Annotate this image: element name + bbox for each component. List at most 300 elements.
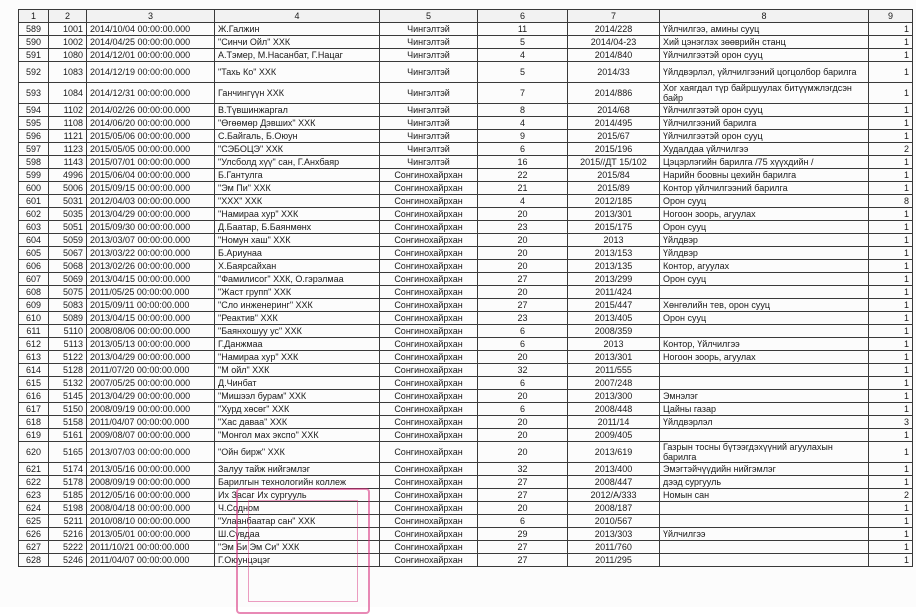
khoroo-cell: 6	[478, 377, 568, 390]
row-number-cell: 612	[19, 338, 49, 351]
date-cell: 2011/05/25 00:00:00.000	[87, 286, 215, 299]
date-cell: 2015/05/05 00:00:00.000	[87, 143, 215, 156]
date-cell: 2013/03/22 00:00:00.000	[87, 247, 215, 260]
date-cell: 2015/06/04 00:00:00.000	[87, 169, 215, 182]
permit-number-cell: 2013/303	[568, 528, 660, 541]
row-number-cell: 603	[19, 221, 49, 234]
date-cell: 2009/08/07 00:00:00.000	[87, 429, 215, 442]
id-cell: 1123	[49, 143, 87, 156]
purpose-cell: Контор үйлчилгээний барилга	[660, 182, 869, 195]
row-number-cell: 613	[19, 351, 49, 364]
district-cell: Сонгинохайрхан	[380, 515, 478, 528]
date-cell: 2013/05/01 00:00:00.000	[87, 528, 215, 541]
row-number-cell: 615	[19, 377, 49, 390]
header-cell: 1	[19, 10, 49, 23]
count-cell: 1	[869, 502, 913, 515]
id-cell: 5150	[49, 403, 87, 416]
date-cell: 2011/04/07 00:00:00.000	[87, 554, 215, 567]
permit-number-cell: 2014/33	[568, 62, 660, 83]
district-cell: Сонгинохайрхан	[380, 403, 478, 416]
owner-cell: Г.Оюунцэцэг	[215, 554, 380, 567]
row-number-cell: 617	[19, 403, 49, 416]
id-cell: 5174	[49, 463, 87, 476]
owner-cell: "ХХХ" ХХК	[215, 195, 380, 208]
table-row	[19, 364, 913, 377]
date-cell: 2013/07/03 00:00:00.000	[87, 442, 215, 463]
table-row	[19, 130, 913, 143]
district-cell: Чингэлтэй	[380, 36, 478, 49]
header-cell: 9	[869, 10, 913, 23]
date-cell: 2013/04/29 00:00:00.000	[87, 208, 215, 221]
khoroo-cell: 4	[478, 117, 568, 130]
header-cell: 8	[660, 10, 869, 23]
count-cell: 1	[869, 247, 913, 260]
row-number-cell: 627	[19, 541, 49, 554]
date-cell: 2013/03/07 00:00:00.000	[87, 234, 215, 247]
id-cell: 5110	[49, 325, 87, 338]
row-number-cell: 592	[19, 62, 49, 83]
khoroo-cell: 6	[478, 143, 568, 156]
date-cell: 2008/08/06 00:00:00.000	[87, 325, 215, 338]
row-number-cell: 624	[19, 502, 49, 515]
district-cell: Сонгинохайрхан	[380, 234, 478, 247]
purpose-cell	[660, 429, 869, 442]
permit-number-cell: 2013/619	[568, 442, 660, 463]
row-number-cell: 616	[19, 390, 49, 403]
owner-cell: Ганчингүүн ХХК	[215, 83, 380, 104]
row-number-cell: 599	[19, 169, 49, 182]
id-cell: 5068	[49, 260, 87, 273]
table-row	[19, 36, 913, 49]
count-cell: 1	[869, 182, 913, 195]
khoroo-cell: 5	[478, 62, 568, 83]
purpose-cell: Хог хаягдал түр байршуулах битүүмжлэгдсэн байр	[660, 83, 869, 104]
count-cell: 1	[869, 130, 913, 143]
table-row	[19, 489, 913, 502]
id-cell: 5051	[49, 221, 87, 234]
khoroo-cell: 32	[478, 463, 568, 476]
row-number-cell: 589	[19, 23, 49, 36]
date-cell: 2008/04/18 00:00:00.000	[87, 502, 215, 515]
row-number-cell: 611	[19, 325, 49, 338]
permit-number-cell: 2013/153	[568, 247, 660, 260]
table-row	[19, 83, 913, 104]
permit-number-cell: 2013/299	[568, 273, 660, 286]
district-cell: Чингэлтэй	[380, 83, 478, 104]
owner-cell: "Ойн бирж" ХХК	[215, 442, 380, 463]
table-row	[19, 195, 913, 208]
table-row	[19, 528, 913, 541]
purpose-cell: Үйлдвэрлэл, үйлчилгээний цогцолбор барилга	[660, 62, 869, 83]
table-row	[19, 182, 913, 195]
district-cell: Чингэлтэй	[380, 62, 478, 83]
header-cell: 2	[49, 10, 87, 23]
district-cell: Сонгинохайрхан	[380, 390, 478, 403]
purpose-cell: Номын сан	[660, 489, 869, 502]
purpose-cell: Үйлдвэрлэл	[660, 416, 869, 429]
purpose-cell: Үйлчилгээ	[660, 528, 869, 541]
khoroo-cell: 20	[478, 286, 568, 299]
purpose-cell: Эмэгтэйчүүдийн нийгэмлэг	[660, 463, 869, 476]
count-cell: 1	[869, 104, 913, 117]
khoroo-cell: 32	[478, 364, 568, 377]
purpose-cell	[660, 541, 869, 554]
id-cell: 1108	[49, 117, 87, 130]
permit-number-cell: 2008/447	[568, 476, 660, 489]
permit-number-cell: 2009/405	[568, 429, 660, 442]
count-cell: 1	[869, 351, 913, 364]
date-cell: 2013/05/16 00:00:00.000	[87, 463, 215, 476]
id-cell: 5113	[49, 338, 87, 351]
count-cell: 1	[869, 541, 913, 554]
permit-number-cell: 2014/228	[568, 23, 660, 36]
row-number-cell: 600	[19, 182, 49, 195]
district-cell: Сонгинохайрхан	[380, 182, 478, 195]
district-cell: Сонгинохайрхан	[380, 286, 478, 299]
district-cell: Сонгинохайрхан	[380, 195, 478, 208]
date-cell: 2013/04/29 00:00:00.000	[87, 351, 215, 364]
id-cell: 1084	[49, 83, 87, 104]
khoroo-cell: 20	[478, 208, 568, 221]
date-cell: 2014/04/25 00:00:00.000	[87, 36, 215, 49]
count-cell: 2	[869, 489, 913, 502]
id-cell: 5145	[49, 390, 87, 403]
id-cell: 4996	[49, 169, 87, 182]
date-cell: 2015/05/06 00:00:00.000	[87, 130, 215, 143]
count-cell: 1	[869, 221, 913, 234]
permit-number-cell: 2015/196	[568, 143, 660, 156]
count-cell: 1	[869, 403, 913, 416]
count-cell: 1	[869, 377, 913, 390]
row-number-cell: 596	[19, 130, 49, 143]
date-cell: 2013/04/15 00:00:00.000	[87, 273, 215, 286]
permit-number-cell: 2013/301	[568, 351, 660, 364]
khoroo-cell: 5	[478, 36, 568, 49]
id-cell: 5059	[49, 234, 87, 247]
khoroo-cell: 20	[478, 502, 568, 515]
table-body	[19, 23, 913, 567]
purpose-cell	[660, 515, 869, 528]
header-cell: 7	[568, 10, 660, 23]
id-cell: 5222	[49, 541, 87, 554]
permit-number-cell: 2014/840	[568, 49, 660, 62]
owner-cell: "Эм Пи" ХХК	[215, 182, 380, 195]
count-cell: 2	[869, 143, 913, 156]
district-cell: Сонгинохайрхан	[380, 541, 478, 554]
purpose-cell: Үйлчилгээний барилга	[660, 117, 869, 130]
date-cell: 2015/09/11 00:00:00.000	[87, 299, 215, 312]
row-number-cell: 590	[19, 36, 49, 49]
purpose-cell: Үйлдвэр	[660, 247, 869, 260]
data-table	[18, 9, 913, 567]
owner-cell: "Баянхошуу ус" ХХК	[215, 325, 380, 338]
district-cell: Чингэлтэй	[380, 143, 478, 156]
row-number-cell: 621	[19, 463, 49, 476]
table-row	[19, 325, 913, 338]
owner-cell: В.Түвшинжаргал	[215, 104, 380, 117]
owner-cell: "Синчи Ойл" ХХК	[215, 36, 380, 49]
permit-number-cell: 2015/89	[568, 182, 660, 195]
district-cell: Сонгинохайрхан	[380, 338, 478, 351]
date-cell: 2014/06/20 00:00:00.000	[87, 117, 215, 130]
khoroo-cell: 22	[478, 169, 568, 182]
table-row	[19, 260, 913, 273]
row-number-cell: 626	[19, 528, 49, 541]
khoroo-cell: 4	[478, 195, 568, 208]
khoroo-cell: 8	[478, 104, 568, 117]
table-row	[19, 286, 913, 299]
purpose-cell	[660, 377, 869, 390]
table-row	[19, 49, 913, 62]
district-cell: Сонгинохайрхан	[380, 528, 478, 541]
owner-cell: Х.Баярсайхан	[215, 260, 380, 273]
owner-cell: Залуу тайж нийгэмлэг	[215, 463, 380, 476]
count-cell: 1	[869, 325, 913, 338]
khoroo-cell: 27	[478, 554, 568, 567]
district-cell: Чингэлтэй	[380, 49, 478, 62]
row-number-cell: 598	[19, 156, 49, 169]
district-cell: Сонгинохайрхан	[380, 273, 478, 286]
purpose-cell: дээд сургууль	[660, 476, 869, 489]
row-number-cell: 597	[19, 143, 49, 156]
count-cell: 1	[869, 390, 913, 403]
permit-number-cell: 2011/14	[568, 416, 660, 429]
date-cell: 2013/04/29 00:00:00.000	[87, 390, 215, 403]
id-cell: 5161	[49, 429, 87, 442]
permit-number-cell: 2013	[568, 338, 660, 351]
count-cell: 1	[869, 260, 913, 273]
date-cell: 2014/12/01 00:00:00.000	[87, 49, 215, 62]
purpose-cell: Орон сууц	[660, 195, 869, 208]
row-number-cell: 609	[19, 299, 49, 312]
purpose-cell: Цэцэрлэгийн барилга /75 хүүхдийн /	[660, 156, 869, 169]
row-number-cell: 593	[19, 83, 49, 104]
khoroo-cell: 20	[478, 416, 568, 429]
permit-number-cell: 2015/67	[568, 130, 660, 143]
date-cell: 2014/12/19 00:00:00.000	[87, 62, 215, 83]
district-cell: Сонгинохайрхан	[380, 260, 478, 273]
header-cell: 3	[87, 10, 215, 23]
khoroo-cell: 27	[478, 273, 568, 286]
table-row	[19, 312, 913, 325]
id-cell: 5132	[49, 377, 87, 390]
count-cell: 1	[869, 286, 913, 299]
permit-number-cell: 2011/555	[568, 364, 660, 377]
permit-number-cell: 2007/248	[568, 377, 660, 390]
owner-cell: Ш.Сүвдаа	[215, 528, 380, 541]
owner-cell: "Улсболд хүү" сан, Г.Анхбаяр	[215, 156, 380, 169]
owner-cell: "Хас даваа" ХХК	[215, 416, 380, 429]
purpose-cell: Орон сууц	[660, 273, 869, 286]
table-row	[19, 476, 913, 489]
khoroo-cell: 29	[478, 528, 568, 541]
owner-cell: "М ойл" ХХК	[215, 364, 380, 377]
purpose-cell: Контор, Үйлчилгээ	[660, 338, 869, 351]
owner-cell: "СЭБОЦЭ" ХХК	[215, 143, 380, 156]
row-number-cell: 622	[19, 476, 49, 489]
row-number-cell: 610	[19, 312, 49, 325]
count-cell: 1	[869, 442, 913, 463]
header-cell: 4	[215, 10, 380, 23]
id-cell: 1121	[49, 130, 87, 143]
table-row	[19, 403, 913, 416]
owner-cell: "Тахь Ко" ХХК	[215, 62, 380, 83]
official-stamp	[236, 488, 370, 614]
row-number-cell: 614	[19, 364, 49, 377]
purpose-cell	[660, 286, 869, 299]
purpose-cell: Ногоон зоорь, агуулах	[660, 208, 869, 221]
count-cell: 1	[869, 338, 913, 351]
date-cell: 2014/10/04 00:00:00.000	[87, 23, 215, 36]
date-cell: 2014/12/31 00:00:00.000	[87, 83, 215, 104]
permit-number-cell: 2014/68	[568, 104, 660, 117]
id-cell: 5006	[49, 182, 87, 195]
purpose-cell	[660, 325, 869, 338]
table-row	[19, 169, 913, 182]
permit-number-cell: 2015/175	[568, 221, 660, 234]
permit-number-cell: 2015/84	[568, 169, 660, 182]
date-cell: 2012/05/16 00:00:00.000	[87, 489, 215, 502]
khoroo-cell: 4	[478, 49, 568, 62]
permit-number-cell: 2014/04-23	[568, 36, 660, 49]
owner-cell: Ж.Галжин	[215, 23, 380, 36]
purpose-cell: Эмнэлэг	[660, 390, 869, 403]
district-cell: Сонгинохайрхан	[380, 325, 478, 338]
khoroo-cell: 6	[478, 325, 568, 338]
owner-cell: "Фамилисог" ХХК, О.гэрэлмаа	[215, 273, 380, 286]
table-row	[19, 273, 913, 286]
table-row	[19, 23, 913, 36]
table-row	[19, 338, 913, 351]
purpose-cell: Үйлчилгээтэй орон сууц	[660, 49, 869, 62]
district-cell: Чингэлтэй	[380, 23, 478, 36]
table-row	[19, 62, 913, 83]
table-row	[19, 208, 913, 221]
date-cell: 2010/08/10 00:00:00.000	[87, 515, 215, 528]
district-cell: Сонгинохайрхан	[380, 502, 478, 515]
owner-cell: "Жаст групп" ХХК	[215, 286, 380, 299]
khoroo-cell: 27	[478, 489, 568, 502]
id-cell: 1083	[49, 62, 87, 83]
owner-cell: Б.Ариунаа	[215, 247, 380, 260]
row-number-cell: 605	[19, 247, 49, 260]
purpose-cell: Орон сууц	[660, 221, 869, 234]
count-cell: 1	[869, 234, 913, 247]
table-row	[19, 416, 913, 429]
header-cell: 6	[478, 10, 568, 23]
district-cell: Сонгинохайрхан	[380, 169, 478, 182]
id-cell: 5216	[49, 528, 87, 541]
row-number-cell: 601	[19, 195, 49, 208]
date-cell: 2011/04/07 00:00:00.000	[87, 416, 215, 429]
id-cell: 5083	[49, 299, 87, 312]
id-cell: 1080	[49, 49, 87, 62]
khoroo-cell: 11	[478, 23, 568, 36]
purpose-cell: Газрын тосны бүтээгдэхүүний агуулахын барилга	[660, 442, 869, 463]
owner-cell: "Номун хаш" ХХК	[215, 234, 380, 247]
khoroo-cell: 27	[478, 476, 568, 489]
table-row	[19, 429, 913, 442]
count-cell: 1	[869, 208, 913, 221]
table-row	[19, 143, 913, 156]
row-number-cell: 619	[19, 429, 49, 442]
count-cell: 1	[869, 515, 913, 528]
count-cell: 1	[869, 476, 913, 489]
table-row	[19, 234, 913, 247]
permit-number-cell: 2008/187	[568, 502, 660, 515]
count-cell: 1	[869, 528, 913, 541]
row-number-cell: 606	[19, 260, 49, 273]
table-row	[19, 502, 913, 515]
permit-number-cell: 2013/300	[568, 390, 660, 403]
purpose-cell	[660, 364, 869, 377]
permit-number-cell: 2011/760	[568, 541, 660, 554]
table-row	[19, 390, 913, 403]
id-cell: 5211	[49, 515, 87, 528]
row-number-cell: 608	[19, 286, 49, 299]
purpose-cell	[660, 554, 869, 567]
count-cell: 1	[869, 429, 913, 442]
khoroo-cell: 23	[478, 312, 568, 325]
owner-cell: А.Тэмер, М.Насанбат, Г.Нацаг	[215, 49, 380, 62]
khoroo-cell: 20	[478, 429, 568, 442]
date-cell: 2012/04/03 00:00:00.000	[87, 195, 215, 208]
permit-number-cell: 2013/301	[568, 208, 660, 221]
permit-number-cell: 2012/185	[568, 195, 660, 208]
count-cell: 1	[869, 364, 913, 377]
row-number-cell: 628	[19, 554, 49, 567]
table-row	[19, 117, 913, 130]
district-cell: Сонгинохайрхан	[380, 554, 478, 567]
id-cell: 5198	[49, 502, 87, 515]
table-row	[19, 515, 913, 528]
row-number-cell: 623	[19, 489, 49, 502]
owner-cell: "Намираа хур" ХХК	[215, 208, 380, 221]
permit-number-cell: 2013	[568, 234, 660, 247]
row-number-cell: 595	[19, 117, 49, 130]
owner-cell: "Монгол мах экспо" ХХК	[215, 429, 380, 442]
owner-cell: Барилгын технологийн коллеж	[215, 476, 380, 489]
date-cell: 2015/07/01 00:00:00.000	[87, 156, 215, 169]
district-cell: Чингэлтэй	[380, 117, 478, 130]
purpose-cell: Үйлчилгээтэй орон сууц	[660, 130, 869, 143]
khoroo-cell: 20	[478, 234, 568, 247]
table-row	[19, 351, 913, 364]
purpose-cell: Орон сууц	[660, 312, 869, 325]
permit-number-cell: 2011/295	[568, 554, 660, 567]
count-cell: 1	[869, 62, 913, 83]
date-cell: 2015/09/15 00:00:00.000	[87, 182, 215, 195]
permit-number-cell: 2012/А/333	[568, 489, 660, 502]
table-row	[19, 463, 913, 476]
khoroo-cell: 20	[478, 351, 568, 364]
count-cell: 1	[869, 156, 913, 169]
district-cell: Чингэлтэй	[380, 156, 478, 169]
district-cell: Сонгинохайрхан	[380, 364, 478, 377]
khoroo-cell: 7	[478, 83, 568, 104]
khoroo-cell: 23	[478, 221, 568, 234]
owner-cell: Ч.Содном	[215, 502, 380, 515]
id-cell: 5122	[49, 351, 87, 364]
owner-cell: Д.Чинбат	[215, 377, 380, 390]
owner-cell: "Өгөөмөр Дэвших" ХХК	[215, 117, 380, 130]
row-number-cell: 591	[19, 49, 49, 62]
permit-number-cell: 2014/886	[568, 83, 660, 104]
id-cell: 1002	[49, 36, 87, 49]
permit-number-cell: 2013/405	[568, 312, 660, 325]
id-cell: 5246	[49, 554, 87, 567]
table-header-row	[19, 10, 913, 23]
